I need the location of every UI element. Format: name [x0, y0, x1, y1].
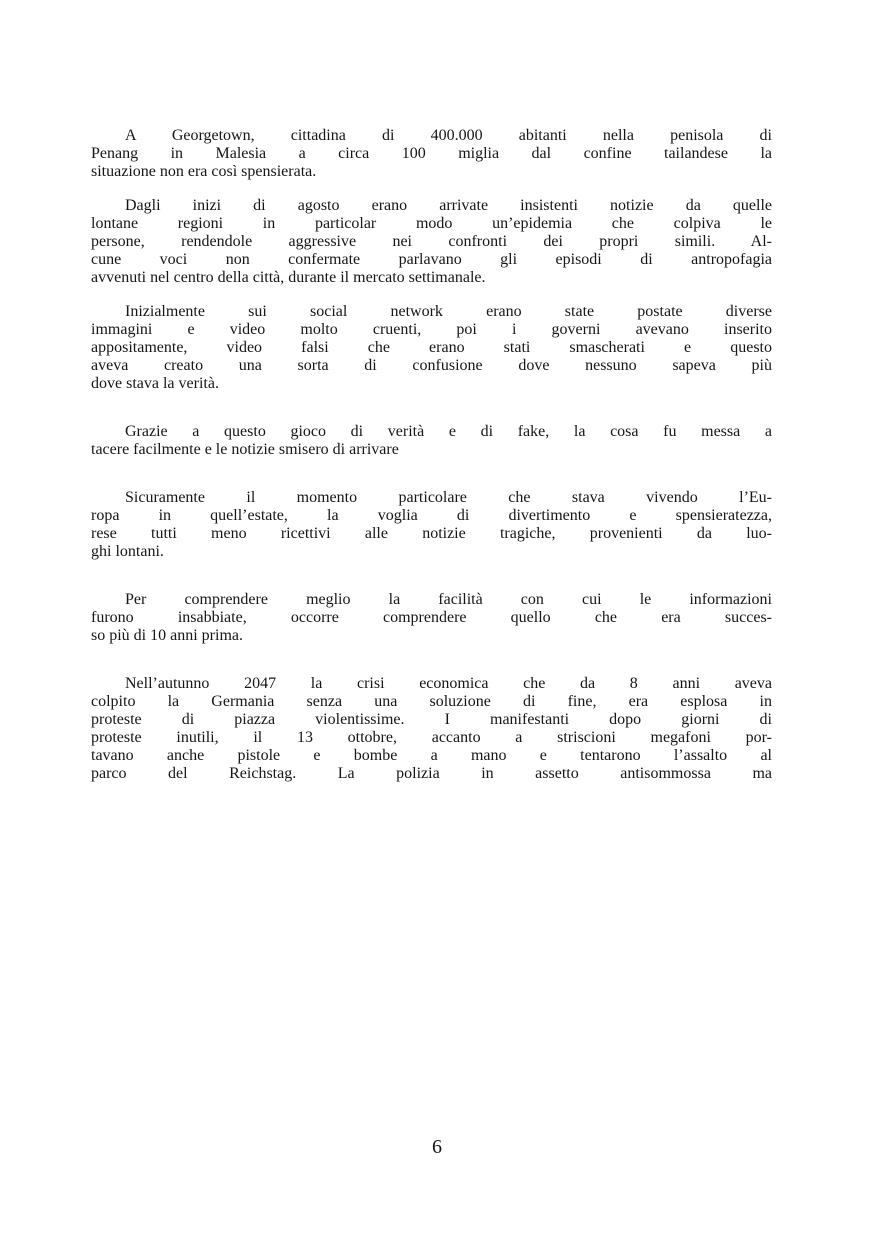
text-line: Nell’autunno 2047 la crisi economica che da 8 anni aveva [125, 675, 772, 692]
text-line: Dagli inizi di agosto erano arrivate insistenti notizie da quelle [125, 197, 772, 214]
text-line: Per comprendere meglio la facilità con cui le informazioni [125, 591, 772, 608]
text-line: aveva creato una sorta di confusione dove nessuno sapeva più [91, 357, 772, 374]
text-line: Grazie a questo gioco di verità e di fake, la cosa fu messa a [125, 423, 772, 440]
text-line: proteste di piazza violentissime. I manifestanti dopo giorni di [91, 711, 772, 728]
text-line: so più di 10 anni prima. [91, 627, 243, 644]
text-line: lontane regioni in particolar modo un’epidemia che colpiva le [91, 215, 772, 232]
page-text-block [91, 127, 772, 799]
text-line: rese tutti meno ricettivi alle notizie tragiche, provenienti da luo- [91, 525, 772, 542]
text-line: immagini e video molto cruenti, poi i governi avevano inserito [91, 321, 772, 338]
text-line: Inizialmente sui social network erano state postate diverse [125, 303, 772, 320]
text-line: colpito la Germania senza una soluzione di fine, era esplosa in [91, 693, 772, 710]
text-line: cune voci non confermate parlavano gli episodi di antropofagia [91, 251, 772, 268]
text-line: persone, rendendole aggressive nei confronti dei propri simili. Al- [91, 233, 772, 250]
text-line: ropa in quell’estate, la voglia di divertimento e spensieratezza, [91, 507, 772, 524]
text-line: appositamente, video falsi che erano stati smascherati e questo [91, 339, 772, 356]
text-line: situazione non era così spensierata. [91, 163, 317, 180]
text-line: A Georgetown, cittadina di 400.000 abitanti nella penisola di [125, 127, 772, 144]
text-line: dove stava la verità. [91, 375, 219, 392]
text-line: tacere facilmente e le notizie smisero di arrivare [91, 441, 399, 458]
text-line: tavano anche pistole e bombe a mano e tentarono l’assalto al [91, 747, 772, 764]
text-line: Penang in Malesia a circa 100 miglia dal confine tailandese la [91, 145, 772, 162]
text-line: furono insabbiate, occorre comprendere quello che era succes- [91, 609, 772, 626]
text-line: avvenuti nel centro della città, durante il mercato settimanale. [91, 269, 486, 286]
text-line: proteste inutili, il 13 ottobre, accanto a striscioni megafoni por- [91, 729, 772, 746]
text-line: parco del Reichstag. La polizia in assetto antisommossa ma [91, 765, 772, 782]
page-number: 6 [432, 1136, 442, 1158]
text-line: ghi lontani. [91, 543, 164, 560]
text-line: Sicuramente il momento particolare che stava vivendo l’Eu- [125, 489, 772, 506]
